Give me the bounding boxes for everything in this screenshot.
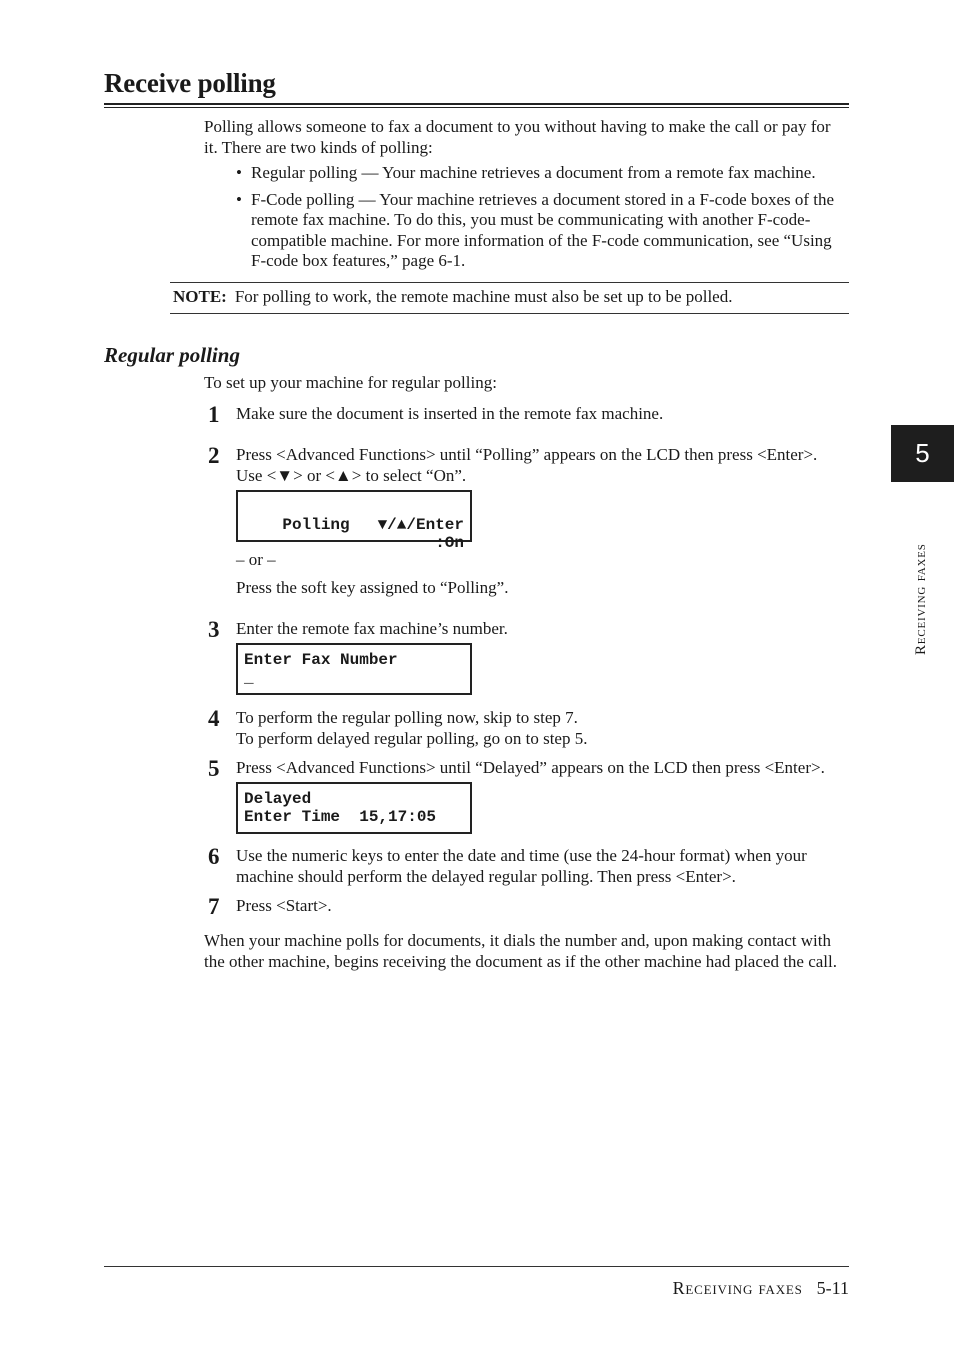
lcd-display-fax-number xyxy=(236,643,472,695)
setup-text: To set up your machine for regular polling: xyxy=(204,373,497,392)
list-item-text: F-Code polling — Your machine retrieves a document stored in a F-code boxes of the remote fax machine. To do this, you must be communicating with another F-code-compatible machine. For more information of the F-code communication, see “Using F-code box features,” page 6-1. xyxy=(251,189,835,270)
step-number: 2 xyxy=(208,443,220,468)
step-1 xyxy=(208,404,851,426)
step-number: 7 xyxy=(208,894,220,919)
lcd-display-polling xyxy=(236,490,472,552)
lcd-text: Polling xyxy=(282,516,350,534)
polling-types-list xyxy=(236,163,851,278)
step-3 xyxy=(208,619,851,641)
side-label xyxy=(905,500,945,660)
step-6 xyxy=(208,846,851,887)
lcd-line: ▼/▲/Enter xyxy=(377,516,464,534)
step-number: 3 xyxy=(208,617,220,642)
bullet-icon: • xyxy=(236,163,242,182)
step-text: Use the numeric keys to enter the date and time (use the 24-hour format) when your machine should perform the delayed regular polling. Then press <Enter>. xyxy=(236,846,807,886)
step-text: Press <Start>. xyxy=(236,896,332,915)
page-title: Receive polling xyxy=(104,68,276,98)
lcd-display-delayed xyxy=(236,782,472,834)
closing-paragraph: When your machine polls for documents, it dials the number and, upon making contact with the other machine, begins receiving the document as if the other machine had placed the call. xyxy=(204,931,838,971)
lcd-line xyxy=(244,498,464,570)
step-text: Press <Advanced Functions> until “Polling” appears on the LCD then press <Enter>. xyxy=(236,445,818,464)
step-number: 5 xyxy=(208,756,220,781)
step-text: Make sure the document is inserted in the remote fax machine. xyxy=(236,404,664,423)
step-text: Press <Advanced Functions> until “Delayed” appears on the LCD then press <Enter>. xyxy=(236,758,825,777)
step-number: 4 xyxy=(208,706,220,731)
step-text: Use <▼> or <▲> to select “On”. xyxy=(236,465,467,485)
title-rule xyxy=(104,103,849,105)
note xyxy=(173,287,849,308)
step-number: 1 xyxy=(208,402,220,427)
page-footer xyxy=(600,1278,849,1299)
note-rule-bottom xyxy=(170,313,849,314)
footer-section: Receiving faxes xyxy=(672,1278,803,1298)
footer-rule xyxy=(104,1266,849,1267)
side-label-text: Receiving faxes xyxy=(913,543,929,655)
step-7 xyxy=(208,896,851,918)
step-number: 6 xyxy=(208,844,220,869)
intro-paragraph: Polling allows someone to fax a document to you without having to make the call or pay for it. There are two kinds of polling: xyxy=(204,117,831,157)
step-5 xyxy=(208,758,851,780)
lcd-line: Enter Fax Number xyxy=(244,651,398,669)
step-2 xyxy=(208,445,851,486)
step-4 xyxy=(208,708,851,749)
bullet-icon: • xyxy=(236,189,242,209)
step-text: To perform the regular polling now, skip to step 7. xyxy=(236,708,578,727)
list-item xyxy=(236,163,851,184)
note-rule-top xyxy=(170,282,849,283)
lcd-line: Enter Time 15,17:05 xyxy=(244,808,437,826)
chapter-tab: 5 xyxy=(891,425,954,482)
step-text: To perform delayed regular polling, go on to step 5. xyxy=(236,728,588,748)
lcd-line: Delayed xyxy=(244,790,312,808)
step-text: Enter the remote fax machine’s number. xyxy=(236,619,508,638)
section-heading: Regular polling xyxy=(104,343,240,367)
note-label: NOTE: xyxy=(173,287,227,306)
note-text: For polling to work, the remote machine must also be set up to be polled. xyxy=(234,287,733,306)
list-item xyxy=(236,190,851,272)
list-item-text: Regular polling — Your machine retrieves a document from a remote fax machine. xyxy=(251,163,816,182)
title-rule-thin xyxy=(104,107,849,108)
lcd-cursor: _ xyxy=(244,669,254,687)
or-separator: – or – xyxy=(236,550,276,569)
lcd-text: :On xyxy=(435,534,464,552)
soft-key-text: Press the soft key assigned to “Polling”. xyxy=(236,578,509,597)
page-number: 5-11 xyxy=(816,1278,849,1298)
